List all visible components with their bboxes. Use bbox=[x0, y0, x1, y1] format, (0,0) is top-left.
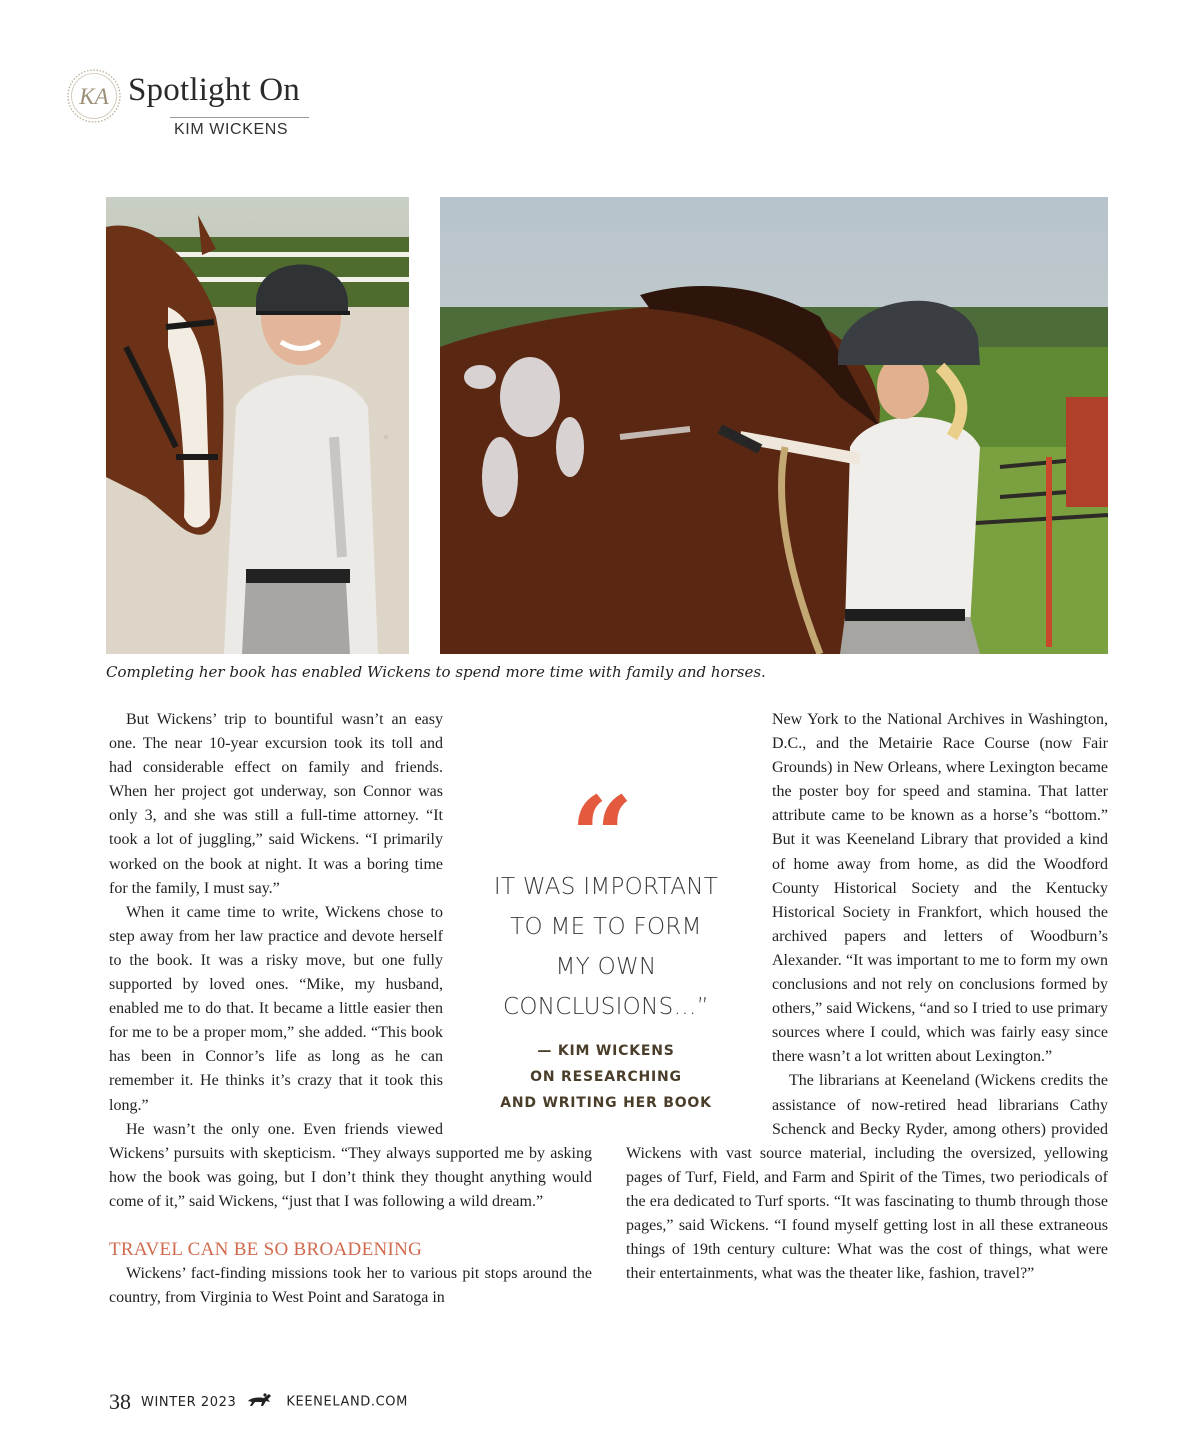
article-paragraph: When it came time to write, Wickens chose to step away from her law practice and devote herself to the book. It was a risky move, but one fully supported by loved ones. “Mike, my husband, enabled me to do that. It became a little easier then for me to be a proper mom,” she added. “This book has been in Connor’s life as long as he can remember it. He thinks it’s crazy that it took this long.” bbox=[109, 903, 443, 1114]
pull-quote-line: TO ME TO FORM bbox=[510, 914, 702, 940]
pull-quote-mark: “ bbox=[570, 772, 634, 901]
attribution-line: ON RESEARCHING bbox=[530, 1069, 682, 1085]
page-number: 38 bbox=[109, 1389, 131, 1414]
article-paragraph: Wickens’ fact-finding missions took her to various pit stops around the country, from Virginia to West Point and Saratoga in bbox=[109, 1264, 592, 1307]
section-subheading: TRAVEL CAN BE SO BROADENING bbox=[109, 1238, 423, 1260]
rider-hosing-horse-photo bbox=[440, 197, 1108, 654]
article-column-right bbox=[626, 708, 1108, 1286]
pull-quote-line: CONCLUSIONS…” bbox=[502, 994, 710, 1020]
attribution-line: — KIM WICKENS bbox=[537, 1043, 675, 1059]
article-paragraph: New York to the National Archives in Washington, D.C., and the Metairie Race Course (now Fair Grounds) in New Orleans, where Lexington became the poster boy for speed and stamina. That latter attribute came to be known as a horse’s “bottom.” But it was Keeneland Library that provided a kind of home away from home, as did the Woodford County Historical Society and the Kentucky Historical Society in Frankfort, which housed the archived papers and letters of Woodburn’s Alexander. “It was important to me to form my own conclusions and not rely on conclusions formed by others,” said Wickens, “and so I tried to use primary sources where I could, which was fairly easy since there wasn’t a lot written about Lexington.” bbox=[772, 711, 1108, 1066]
header-divider bbox=[170, 117, 309, 118]
rider-with-horse-photo bbox=[106, 197, 409, 654]
attribution-line: AND WRITING HER BOOK bbox=[500, 1095, 712, 1111]
issue-label: WINTER 2023 bbox=[141, 1394, 237, 1410]
article-paragraph: The librarians at Keeneland (Wickens credits the assistance of now-retired head librarians Cathy Schenck and Becky Ryder, among others) provided Wickens with vast source material, including the oversized, yellowing pages of Turf, Field, and Farm and Spirit of the Times, two periodicals of the era dedicated to Turf sports. “It was fascinating to thumb through those pages,” said Wickens. “I found myself getting lost in all these extraneous things of 19th century culture: What was the cost of things, what were their entertainments, what was the theater like, fashion, travel?” bbox=[626, 1072, 1108, 1283]
article-paragraph: But Wickens’ trip to bountiful wasn’t an easy one. The near 10-year excursion took its toll and had considerable effect on family and friends. When her project got underway, son Connor was only 3, and she was still a full-time attorney. “It took a lot of juggling,” said Wickens. “I primarily worked on the book at night. It was a boring time for the family, I must say.” bbox=[109, 711, 443, 897]
pull-quote-line: IT WAS IMPORTANT bbox=[493, 874, 719, 900]
article-paragraph: He wasn’t the only one. Even friends viewed Wickens’ pursuits with skepticism. “They always supported me by asking how the book was going, but I don’t think they thought anything would come of it,” said Wickens, “just that I was following a wild dream.” bbox=[109, 1120, 592, 1210]
section-title: Spotlight On bbox=[128, 72, 301, 108]
photo-caption: Completing her book has enabled Wickens to spend more time with family and horses. bbox=[106, 663, 766, 681]
page-footer bbox=[109, 1389, 408, 1415]
site-link[interactable]: KEENELAND.COM bbox=[286, 1394, 408, 1410]
racehorse-icon bbox=[246, 1392, 276, 1413]
pull-quote-line: MY OWN bbox=[555, 954, 657, 980]
keeneland-monogram-logo bbox=[66, 68, 122, 124]
logo-monogram: KA bbox=[79, 84, 109, 109]
section-subtitle: KIM WICKENS bbox=[174, 121, 289, 138]
